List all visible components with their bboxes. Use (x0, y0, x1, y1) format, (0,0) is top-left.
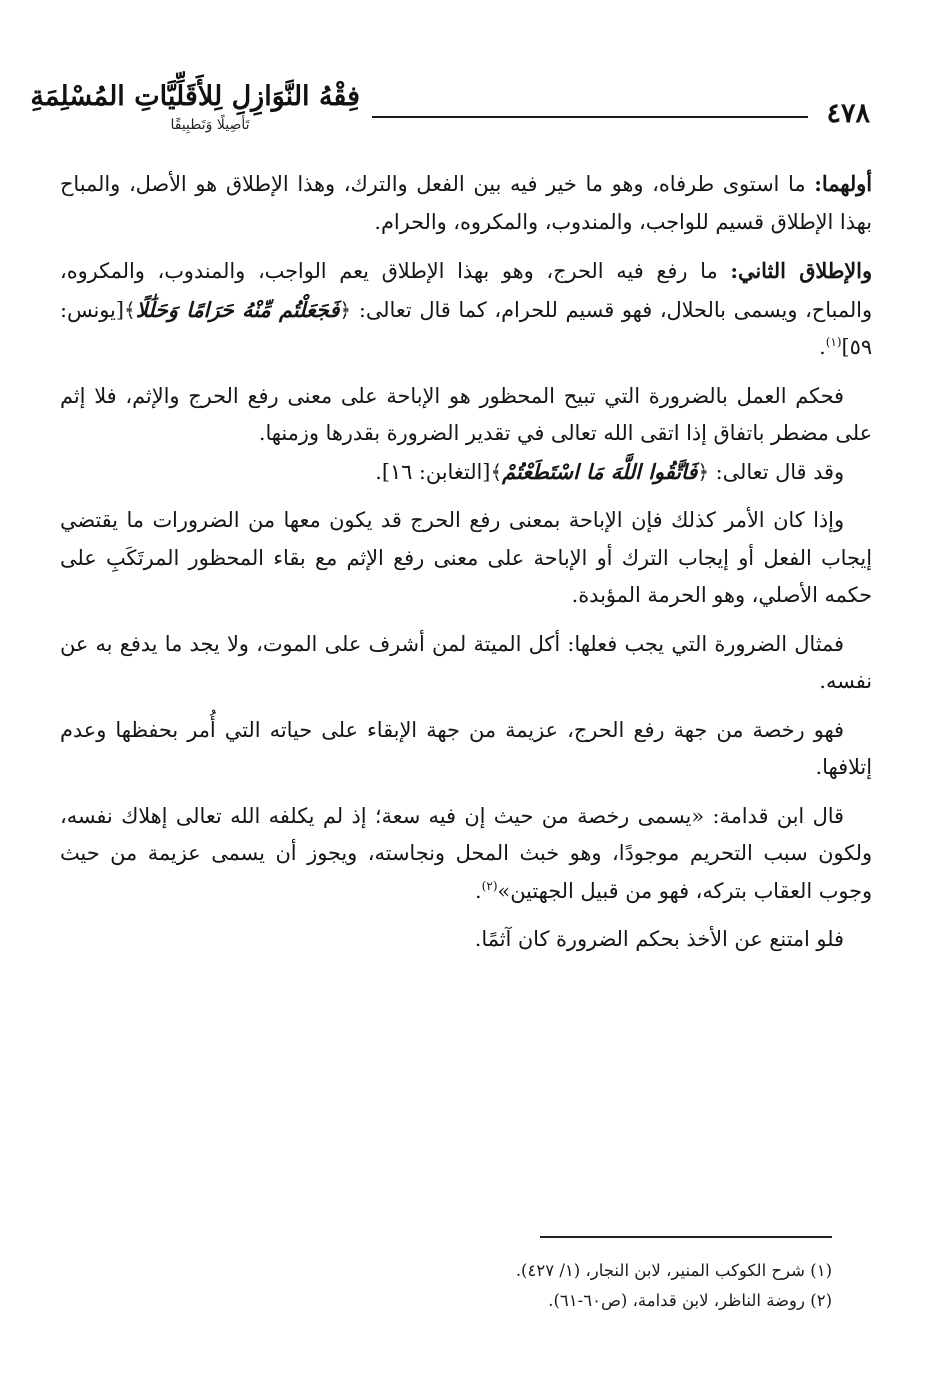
book-subtitle: تَأصِيلًا وَتَطبِيقًا (170, 117, 250, 133)
running-header (30, 78, 870, 158)
paragraph-1 (60, 165, 872, 241)
footnote-2: (٢) روضة الناظر، لابن قدامة، (ص٦٠-٦١). (548, 1291, 832, 1310)
header-rule (372, 116, 808, 118)
quran-bracket-close: ﴾ (123, 297, 136, 322)
paragraph-5: وإذا كان الأمر كذلك فإن الإباحة بمعنى رفع الحرج قد يكون معها من الضرورات ما يقتضي إيجاب الفعل أو إيجاب الترك أو الإباحة على معنى رفع الإثم مع بقاء المحظور المرتَكَبِ على حكمه الأصلي، وهو الحرمة المؤبدة. (60, 508, 873, 607)
paragraph-2-lead: والإطلاق الثاني: (730, 258, 872, 283)
quran-bracket-close: ﴾ (490, 459, 503, 484)
footnote-marker[interactable]: (٢) (481, 878, 498, 893)
footnote-1: (١) شرح الكوكب المنير، لابن النجار، (١/ ٤٢٧). (515, 1261, 832, 1280)
sentence-end: . (475, 878, 482, 903)
page-number: ٤٧٨ (826, 98, 870, 129)
verse-reference: [التغابن: ١٦] (381, 459, 491, 484)
paragraph-1-text: ما استوى طرفاه، وهو ما خير فيه بين الفعل والترك، وهذا الإطلاق هو الأصل، والمباح بهذا الإطلاق قسيم للواجب، والمندوب، والمكروه، والحرام. (60, 172, 872, 234)
footnotes (360, 1256, 832, 1316)
paragraph-9: فلو امتنع عن الأخذ بحكم الضرورة كان آثمًا. (474, 927, 844, 951)
sentence-end: . (819, 335, 826, 359)
paragraph-6: فمثال الضرورة التي يجب فعلها: أكل الميتة لمن أشرف على الموت، ولا يجد ما يدفع به عن نفسه. (60, 631, 872, 693)
quran-bracket-open: ﴿ (339, 297, 352, 322)
book-title-logo (30, 78, 360, 150)
paragraph-1-lead: أولهما: (814, 171, 872, 196)
paragraph-2-text: ما رفع فيه الحرج، وهو بهذا الإطلاق يعم الواجب، والمندوب، والمكروه، والمباح، ويسمى بالحلال، فهو قسيم للحرام، كما قال تعالى: (60, 259, 873, 322)
quran-verse: فَاتَّقُوا اللَّهَ مَا اسْتَطَعْتُمْ (502, 458, 698, 484)
body-text (60, 165, 872, 959)
quran-verse: فَجَعَلْتُم مِّنْهُ حَرَامًا وَحَلَٰلًا (135, 296, 340, 322)
verse-reference: [يونس: ٥٩] (60, 297, 872, 359)
paragraph-8 (60, 798, 872, 911)
paragraph-7: فهو رخصة من جهة رفع الحرج، عزيمة من جهة الإبقاء على حياته التي أُمر بحفظها وعدم إتلافها. (60, 717, 872, 779)
book-title: فِقْهُ النَّوَازِلِ لِلأَقَلِّيَّاتِ المُسْلِمَةِ (30, 81, 360, 112)
sentence-end: . (375, 459, 382, 484)
footnote-separator (540, 1236, 832, 1238)
paragraph-3: فحكم العمل بالضرورة التي تبيح المحظور هو الإباحة على معنى رفع الحرج والإثم، فلا إثم على مضطر باتفاق إذا اتقى الله تعالى في تقدير الضرورة بقدرها وزمنها. (60, 383, 872, 445)
paragraph-4 (60, 453, 872, 492)
paragraph-2 (60, 252, 872, 367)
paragraph-4-text: وقد قال تعالى: (709, 459, 844, 484)
paragraph-8-text: قال ابن قدامة: «يسمى رخصة من حيث إن فيه سعة؛ إذ لم يكلفه الله تعالى إهلاك نفسه، ولكون سبب التحريم موجودًا، وهو خبث المحل ونجاسته، ويجوز أن يسمى عزيمة من حيث وجوب العقاب بتركه، فهو من قبيل الجهتين» (60, 803, 872, 903)
quran-bracket-open: ﴿ (697, 459, 710, 484)
footnote-marker[interactable]: (١) (825, 335, 842, 350)
